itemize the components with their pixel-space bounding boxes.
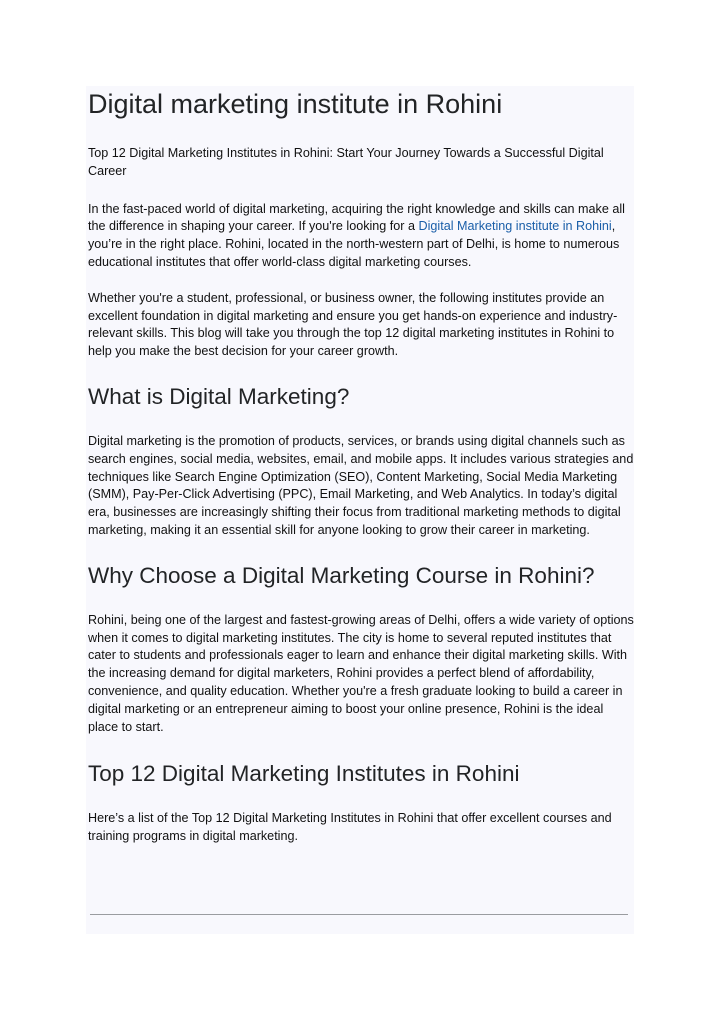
document-content — [88, 87, 634, 846]
intro-paragraph-2: Whether you're a student, professional, or business owner, the following institutes provide an excellent foundation in digital marketing and ensure you get hands-on experience and industry-relevant skills. This blog will take you through the top 12 digital marketing institutes in Rohini to help you make the best decision for your career growth. — [88, 290, 618, 359]
intro-text-after-link: , you’re in the right place. Rohini, located in the north-western part of Delhi, is home to numerous educational institutes that offer world-class digital marketing courses. — [88, 219, 620, 269]
intro-text-before-link: In the fast-paced world of digital marketing, acquiring the right knowledge and skills can make all the difference in shaping your career. If you're looking for a — [88, 201, 625, 234]
section-divider — [90, 914, 628, 915]
subtitle-text: Top 12 Digital Marketing Institutes in Rohini: Start Your Journey Towards a Successful Digital Career — [88, 146, 604, 178]
section-heading-why-choose-course: Why Choose a Digital Marketing Course in Rohini? — [88, 562, 595, 588]
section-body-what-is-digital-marketing: Digital marketing is the promotion of products, services, or brands using digital channels such as search engines, social media, websites, email, and mobile apps. It includes various strategies and techniques like Search Engine Optimization (SEO), Content Marketing, Social Media Marketing (SMM), Pay-Per-Click Advertising (PPC), Email Marketing, and Web Analytics. In today’s digital era, businesses are increasingly shifting their focus from traditional marketing methods to digital marketing, making it an essential skill for anyone looking to grow their career in marketing. — [88, 433, 634, 537]
institute-link[interactable]: Digital Marketing institute in Rohini — [418, 219, 612, 234]
intro-paragraph — [88, 201, 634, 272]
section-body-why-choose-course: Rohini, being one of the largest and fastest-growing areas of Delhi, offers a wide variety of options when it comes to digital marketing institutes. The city is home to several reputed institutes that cater to students and professionals eager to learn and enhance their digital marketing skills. With the increasing demand for digital marketers, Rohini provides a perfect blend of affordability, convenience, and quality education. Whether you're a fresh graduate looking to build a career in digital marketing or an entrepreneur aiming to boost your online presence, Rohini is the ideal place to start. — [88, 612, 634, 734]
section-heading-what-is-digital-marketing: What is Digital Marketing? — [88, 383, 350, 409]
page-title: Digital marketing institute in Rohini — [88, 89, 503, 119]
section-heading-top-12-institutes: Top 12 Digital Marketing Institutes in Rohini — [88, 761, 520, 787]
section-body-top-12-institutes: Here’s a list of the Top 12 Digital Marketing Institutes in Rohini that offer excellent courses and training programs in digital marketing. — [88, 811, 612, 844]
